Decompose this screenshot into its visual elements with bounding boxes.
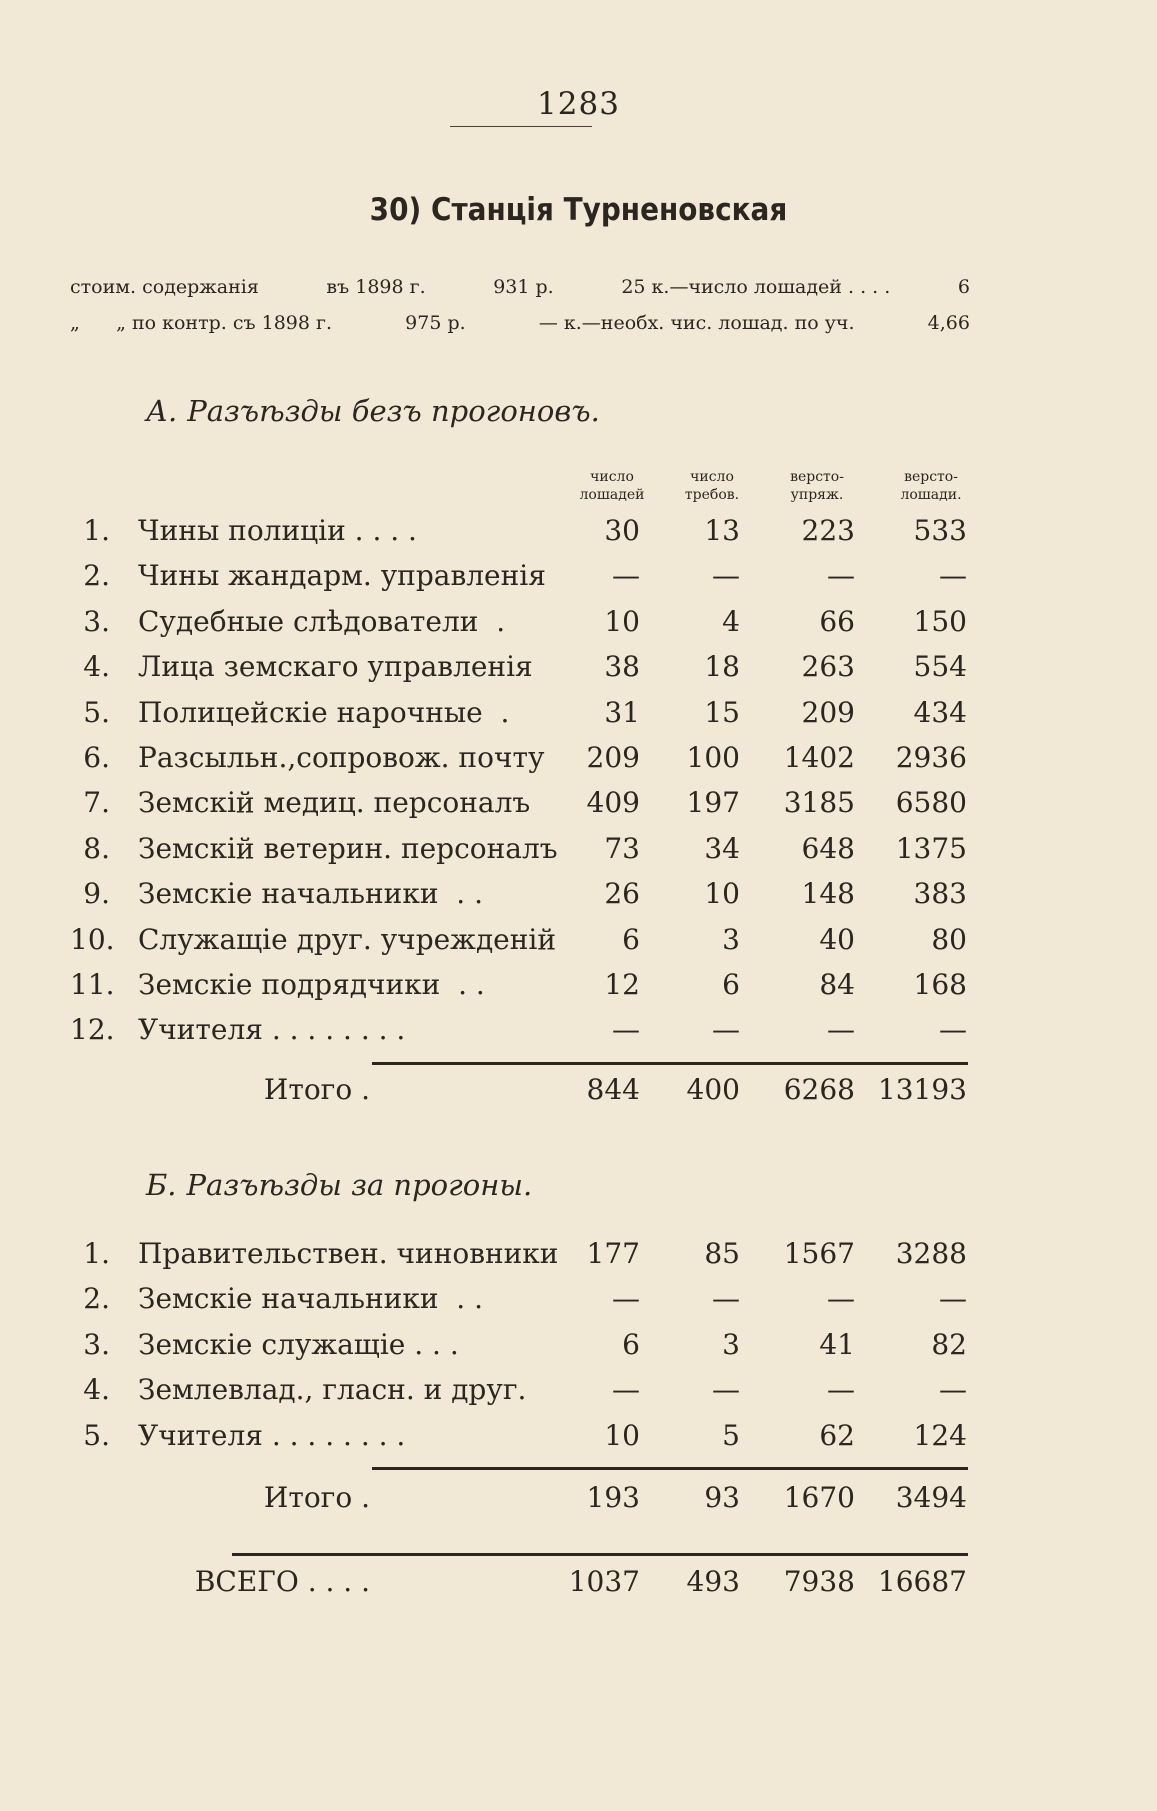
row-value: 31 (604, 695, 640, 729)
table-row (70, 923, 970, 963)
row-value: — (827, 1282, 855, 1316)
row-label: Лица земскаго управленія (138, 650, 533, 684)
row-value: 84 (819, 968, 855, 1001)
row-value: 209 (801, 695, 855, 729)
row-value: — (827, 1013, 855, 1047)
row-value: 26 (604, 877, 640, 911)
row-value: 12 (604, 968, 640, 1001)
row-number: 5. (83, 1418, 110, 1452)
row-value: — (612, 1282, 640, 1316)
row-number: 9. (83, 877, 110, 911)
row-label: Земскіе служащіе . . . (138, 1327, 459, 1361)
table-row (70, 1328, 970, 1368)
row-value: 554 (913, 650, 967, 684)
row-value: 150 (913, 604, 967, 638)
row-value: 1402 (783, 741, 855, 774)
row-value: 10 (604, 604, 640, 638)
row-value: 177 (586, 1237, 640, 1270)
row-label: Служащіе друг. учрежденій (138, 922, 557, 956)
column-header-verst-horses (876, 468, 986, 504)
row-value: 10 (704, 877, 740, 911)
row-label: Учителя . . . . . . . . (138, 1013, 406, 1047)
total-value: 1670 (783, 1481, 855, 1514)
row-label: Разсыльн.,сопровож. почту (138, 741, 545, 774)
cost-line-text: стоим. содержанія (70, 276, 259, 298)
row-label: Земскіе подрядчики . . (138, 968, 485, 1001)
column-header-horses (557, 468, 667, 504)
row-label: Земскіе начальники . . (138, 877, 483, 911)
section-title: Разъѣзды за прогоны. (186, 1168, 533, 1202)
cost-line-text: 6 (957, 276, 970, 298)
row-value: 124 (913, 1418, 967, 1452)
row-value: 100 (686, 741, 740, 774)
row-value: — (827, 559, 855, 593)
row-value: 434 (913, 695, 967, 729)
row-value: 5 (722, 1418, 740, 1452)
row-number: 7. (83, 786, 110, 820)
section-b-total-rule (372, 1467, 968, 1470)
column-header-line: лошади. (900, 487, 962, 503)
grand-total-label: ВСЕГО . . . . (194, 1565, 370, 1598)
row-value: 148 (801, 877, 855, 911)
table-row (70, 605, 970, 645)
row-value: 62 (819, 1418, 855, 1452)
cost-line-text: 4,66 (927, 312, 970, 334)
row-value: 409 (586, 786, 640, 820)
page-number-rule (450, 126, 592, 127)
row-label: Чины жандарм. управленія (138, 559, 546, 593)
row-value: — (712, 559, 740, 593)
table-row (70, 741, 970, 781)
row-label: Правительствен. чиновники (138, 1237, 559, 1270)
row-label: Полицейскіе нарочные . (138, 695, 510, 729)
row-value: — (939, 1013, 967, 1047)
section-a-total-rule (372, 1062, 968, 1065)
table-row (70, 877, 970, 917)
row-value: — (712, 1282, 740, 1316)
cost-line-text: 25 к.—число лошадей . . . . (621, 276, 891, 298)
column-header-line: лошадей (579, 487, 645, 503)
row-value: — (939, 559, 967, 593)
row-label: Земскіе начальники . . (138, 1282, 483, 1316)
row-value: 1567 (783, 1237, 855, 1270)
row-value: 66 (819, 604, 855, 638)
total-value: 93 (704, 1481, 740, 1514)
section-b-total-row (70, 1481, 970, 1521)
row-number: 2. (83, 559, 110, 593)
row-label: Учителя . . . . . . . . (138, 1418, 406, 1452)
row-label: Чины полиціи . . . . (138, 514, 417, 547)
row-number: 6. (83, 741, 110, 774)
row-value: 41 (819, 1327, 855, 1361)
row-value: 34 (704, 831, 740, 865)
row-number: 12. (70, 1013, 115, 1047)
table-row (70, 786, 970, 826)
cost-line-text: 931 р. (493, 276, 554, 298)
row-value: — (939, 1373, 967, 1407)
cost-line-text: „ „ по контр. съ 1898 г. (70, 312, 332, 334)
row-number: 2. (83, 1282, 110, 1316)
total-value: 193 (586, 1481, 640, 1514)
row-value: 3 (722, 922, 740, 956)
row-number: 8. (83, 831, 110, 865)
table-row (70, 1373, 970, 1413)
row-number: 1. (83, 1237, 110, 1270)
row-value: 6 (622, 1327, 640, 1361)
row-value: 18 (704, 650, 740, 684)
cost-line-text: 975 р. (405, 312, 466, 334)
row-value: 197 (686, 786, 740, 820)
row-value: 263 (801, 650, 855, 684)
table-row (70, 1419, 970, 1459)
row-value: — (827, 1373, 855, 1407)
row-value: 3 (722, 1327, 740, 1361)
row-value: 2936 (895, 741, 967, 774)
table-row (70, 514, 970, 554)
section-title: Разъѣзды безъ прогоновъ. (187, 394, 600, 428)
section-letter: Б. (146, 1168, 177, 1202)
row-value: 85 (704, 1237, 740, 1270)
grand-total-value: 1037 (568, 1565, 640, 1598)
row-value: 209 (586, 741, 640, 774)
row-value: — (612, 1373, 640, 1407)
row-value: 40 (819, 922, 855, 956)
row-value: 73 (604, 831, 640, 865)
table-row (70, 1282, 970, 1322)
grand-total-row (70, 1565, 970, 1605)
row-value: 4 (722, 604, 740, 638)
row-number: 4. (83, 650, 110, 684)
row-number: 5. (83, 695, 110, 729)
row-value: — (712, 1373, 740, 1407)
cost-line-text: въ 1898 г. (326, 276, 426, 298)
grand-total-rule (232, 1553, 968, 1556)
row-value: 80 (931, 922, 967, 956)
row-value: — (939, 1282, 967, 1316)
row-value: 6 (622, 922, 640, 956)
row-value: 383 (913, 877, 967, 911)
row-value: 15 (704, 695, 740, 729)
row-value: — (612, 1013, 640, 1047)
row-value: 648 (801, 831, 855, 865)
table-row (70, 559, 970, 599)
section-a-heading (146, 394, 600, 428)
row-value: 10 (604, 1418, 640, 1452)
total-label: Итого . (263, 1073, 370, 1106)
table-row (70, 696, 970, 736)
cost-line-2 (70, 312, 970, 334)
row-number: 10. (70, 922, 115, 956)
column-header-line: версто- (904, 469, 958, 485)
row-value: 223 (801, 514, 855, 547)
table-row (70, 832, 970, 872)
row-value: 1375 (895, 831, 967, 865)
column-header-line: число (590, 469, 634, 485)
row-value: 13 (704, 514, 740, 547)
total-value: 400 (686, 1073, 740, 1106)
station-title: 30) Станція Турненовская (369, 192, 788, 228)
row-value: 3288 (895, 1237, 967, 1270)
total-value: 3494 (895, 1481, 967, 1514)
column-header-line: число (690, 469, 734, 485)
row-label: Земскій ветерин. персоналъ (138, 831, 558, 865)
cost-line-1 (70, 276, 970, 298)
column-header-requests (657, 468, 767, 504)
grand-total-value: 7938 (783, 1565, 855, 1598)
column-header-line: версто- (790, 469, 844, 485)
column-header-line: упряж. (790, 487, 844, 503)
row-label: Землевлад., гласн. и друг. (138, 1373, 527, 1407)
table-row (70, 1237, 970, 1277)
table-row (70, 968, 970, 1008)
row-label: Земскій медиц. персоналъ (138, 786, 531, 820)
column-header-verst-teams (762, 468, 872, 504)
section-letter: А. (146, 394, 178, 428)
table-row (70, 1013, 970, 1053)
row-number: 11. (70, 968, 115, 1001)
row-value: — (712, 1013, 740, 1047)
section-a-total-row (70, 1073, 970, 1113)
page-number: 1283 (537, 86, 620, 122)
row-number: 1. (83, 514, 110, 547)
row-value: 6 (722, 968, 740, 1001)
row-label: Судебные слѣдователи . (138, 604, 506, 638)
section-b-heading (146, 1168, 532, 1202)
table-row (70, 650, 970, 690)
row-value: 168 (913, 968, 967, 1001)
total-label: Итого . (263, 1481, 370, 1514)
row-value: 3185 (783, 786, 855, 820)
row-number: 3. (83, 1327, 110, 1361)
row-value: — (612, 559, 640, 593)
row-number: 3. (83, 604, 110, 638)
column-header-line: требов. (684, 487, 740, 503)
grand-total-value: 493 (686, 1565, 740, 1598)
row-value: 6580 (895, 786, 967, 820)
row-value: 38 (604, 650, 640, 684)
row-value: 30 (604, 514, 640, 547)
row-value: 82 (931, 1327, 967, 1361)
cost-line-text: — к.—необх. чис. лошад. по уч. (538, 312, 855, 334)
total-value: 13193 (877, 1073, 967, 1106)
row-number: 4. (83, 1373, 110, 1407)
row-value: 533 (913, 514, 967, 547)
total-value: 6268 (783, 1073, 855, 1106)
grand-total-value: 16687 (877, 1565, 967, 1598)
total-value: 844 (586, 1073, 640, 1106)
